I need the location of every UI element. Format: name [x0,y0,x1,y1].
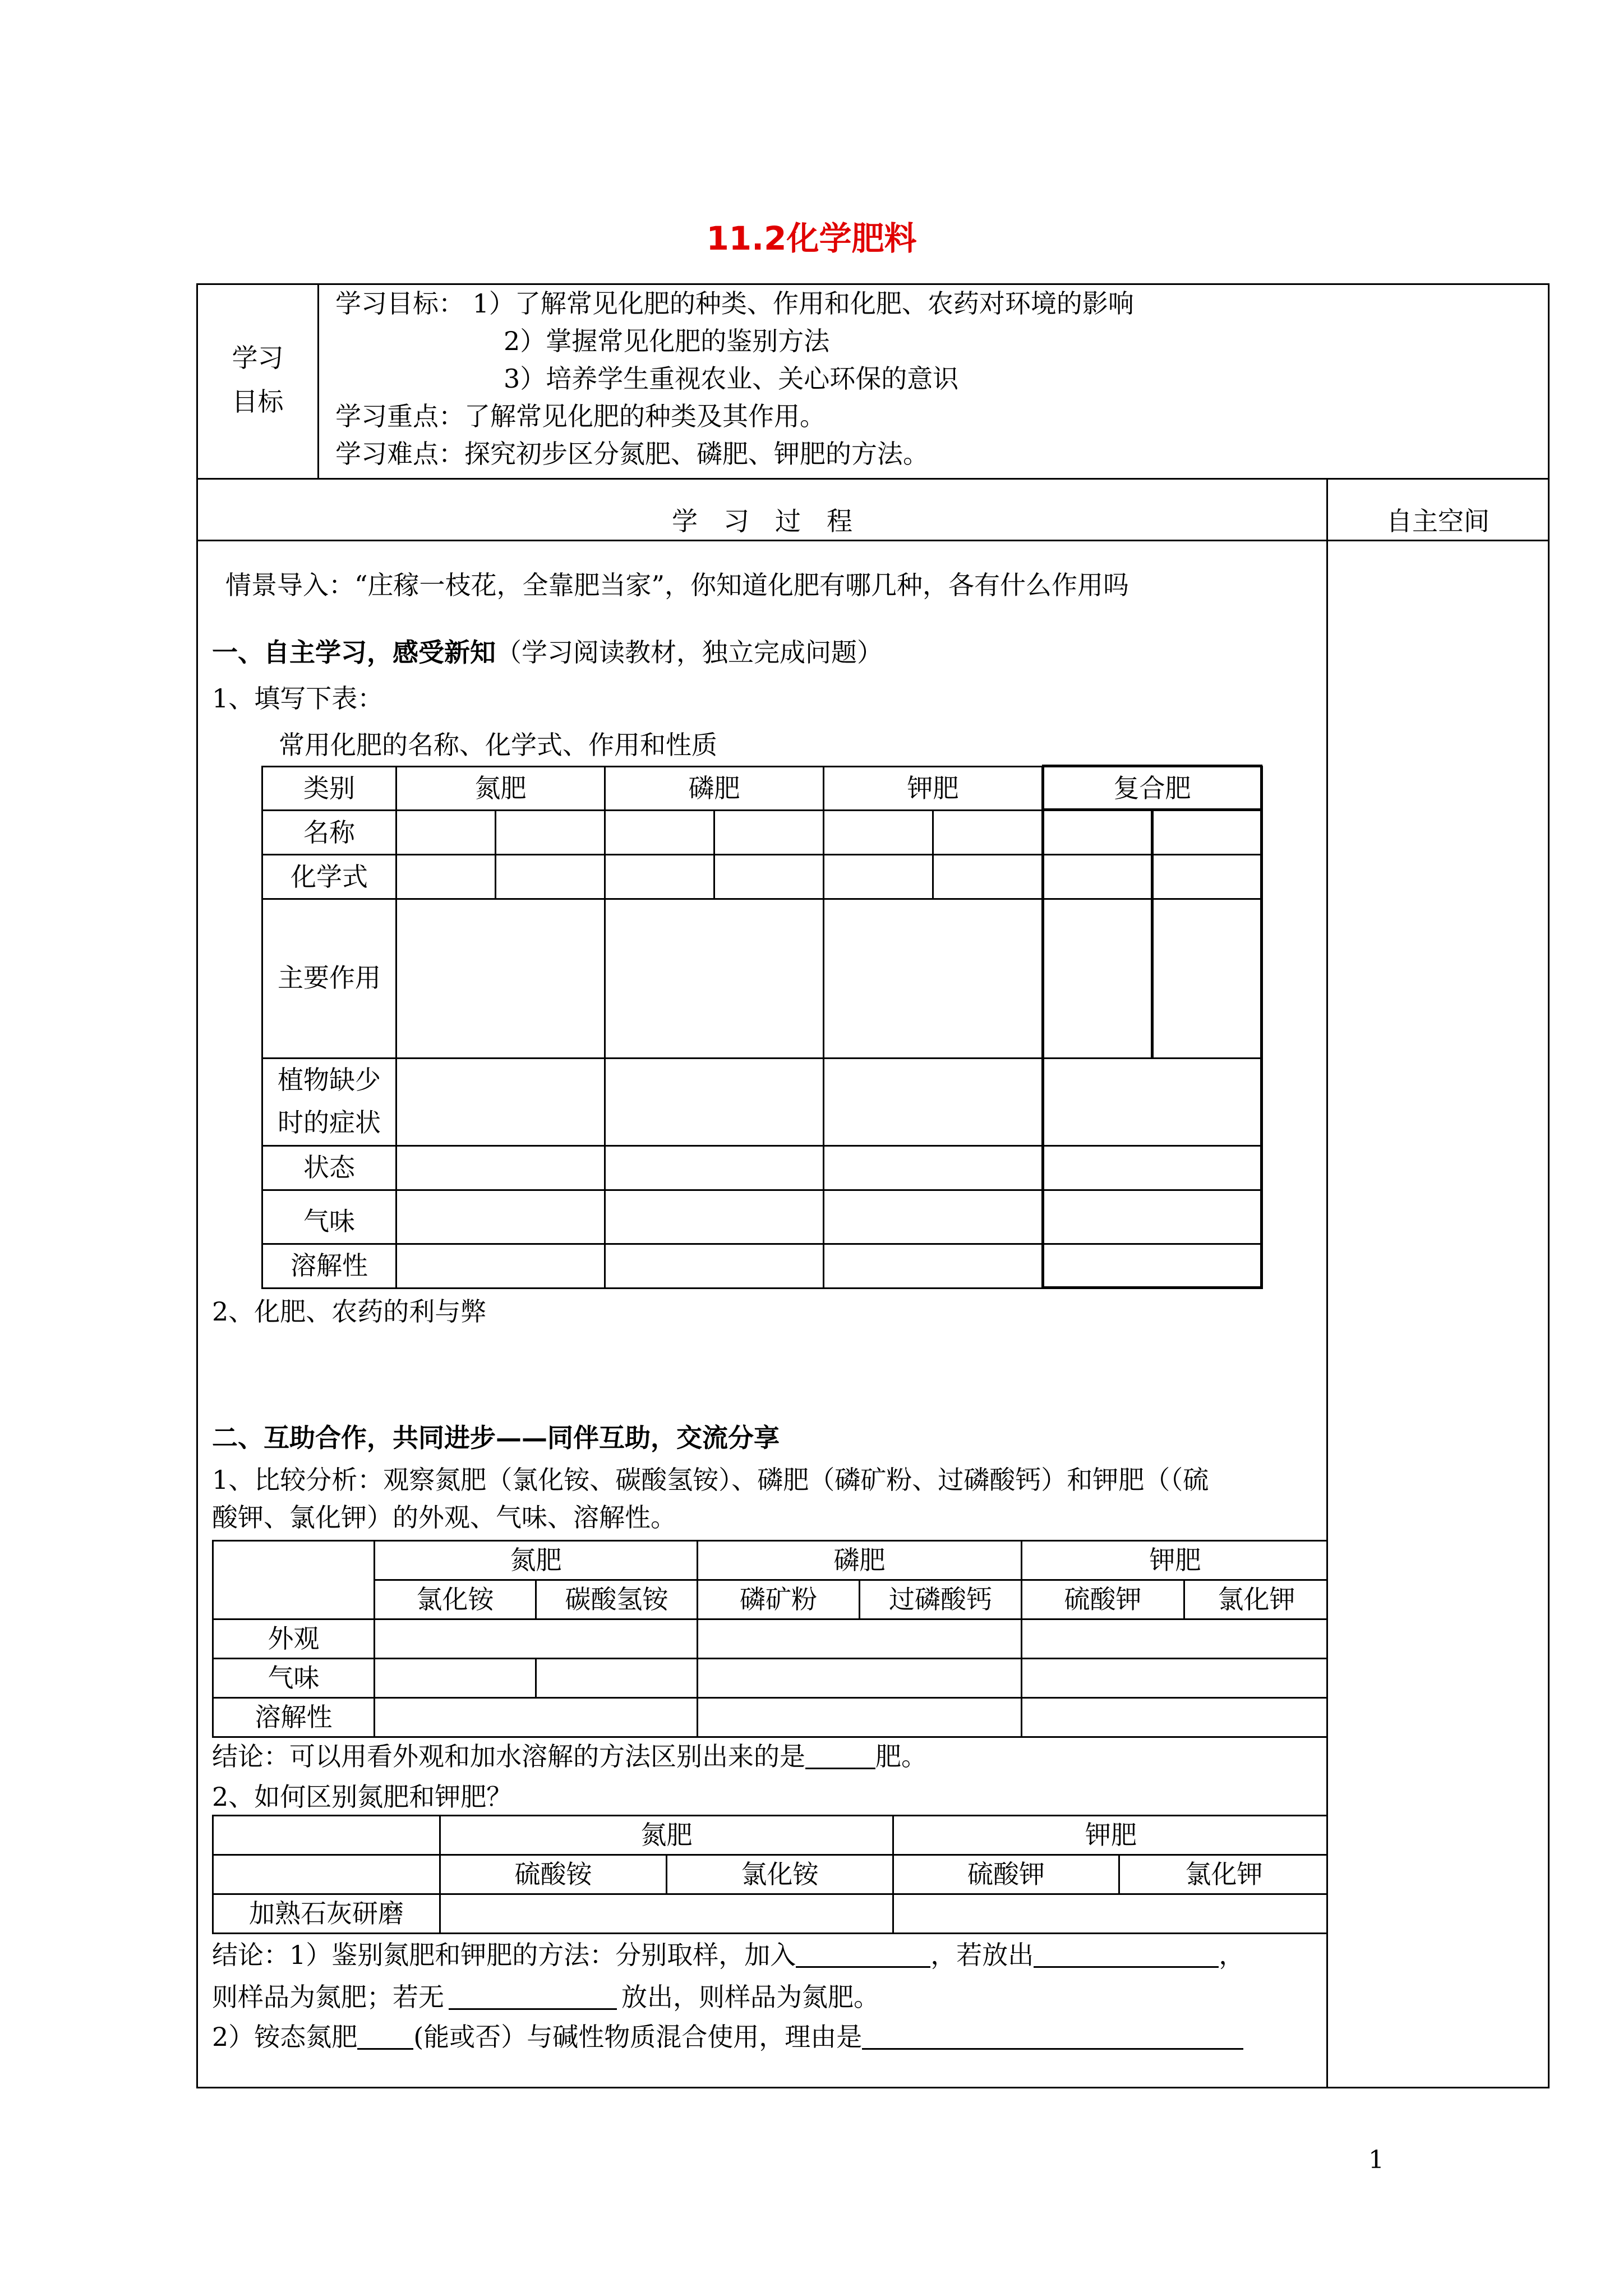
t1-row-deficiency-2: 时的症状 [278,1107,381,1138]
goal-line-1: 学习目标： 1）了解常见化肥的种类、作用和化肥、农药对环境的影响 [335,288,1134,319]
goal-line-3: 3）培养学生重视农业、关心环保的意识 [504,364,959,394]
t3-row-lime: 加熟石灰研磨 [249,1898,404,1929]
t1-row-state: 状态 [303,1152,355,1182]
section1-q1: 1、填写下表： [212,683,384,714]
answer-blank-2[interactable] [796,1944,930,1968]
t1-row-solubility: 溶解性 [291,1250,368,1281]
t2-row-appearance: 外观 [268,1623,320,1654]
t1-row-name: 名称 [303,817,355,848]
page-title: 11.2化学肥料 [706,219,917,257]
goal-line-2: 2）掌握常见化肥的鉴别方法 [504,326,830,356]
t1-header-phosphorus: 磷肥 [688,773,740,803]
t1-header-nitrogen: 氮肥 [474,773,527,803]
t3-sub-2: 氯化铵 [741,1859,819,1889]
difficulty: 学习难点：探究初步区分氮肥、磷肥、钾肥的方法。 [335,439,929,469]
t2-row-solubility: 溶解性 [255,1702,333,1732]
section2-q1-line2: 酸钾、氯化钾）的外观、气味、溶解性。 [212,1502,676,1533]
t1-row-function: 主要作用 [278,963,381,993]
section2-heading: 二、互助合作，共同进步——同伴互助，交流分享 [212,1423,780,1453]
t1-header-potassium: 钾肥 [907,773,959,803]
section1-heading: 一、自主学习，感受新知（学习阅读教材，独立完成问题） [212,637,883,668]
key-point: 学习重点：了解常见化肥的种类及其作用。 [335,401,826,431]
answer-blank-4[interactable] [449,1986,617,2010]
t3-sub-1: 硫酸铵 [514,1859,592,1889]
t2-group-phosphorus: 磷肥 [833,1545,886,1575]
answer-blank-6[interactable] [862,2026,1243,2050]
t3-group-nitrogen: 氮肥 [640,1820,693,1850]
t1-header-category: 类别 [303,773,355,803]
answer-blank-3[interactable] [1034,1944,1219,1968]
t1-header-compound: 复合肥 [1113,773,1191,803]
page-number: 1 [1368,2146,1384,2174]
answer-blank-1[interactable] [805,1745,875,1769]
section2-q1-line1: 1、比较分析：观察氮肥（氯化铵、碳酸氢铵）、磷肥（磷矿粉、过磷酸钙）和钾肥（（硫 [212,1465,1209,1495]
self-space-header: 自主空间 [1386,506,1490,536]
conclusion-2-line1: 结论：1）鉴别氮肥和钾肥的方法：分别取样，加入 ，若放出 ， [212,1940,1245,1970]
t3-sub-3: 硫酸钾 [967,1859,1045,1889]
process-header: 学 习 过 程 [672,506,852,536]
t3-group-potassium: 钾肥 [1085,1820,1137,1850]
conclusion-3: 2）铵态氮肥 (能或否）与碱性物质混合使用，理由是 [212,2024,1243,2050]
section2-q2: 2、如何区别氮肥和钾肥？ [212,1782,513,1812]
t2-group-nitrogen: 氮肥 [510,1545,562,1575]
t2-sub-2: 碳酸氢铵 [565,1584,668,1614]
conclusion-1: 结论：可以用看外观和加水溶解的方法区别出来的是 肥。 [212,1741,927,1772]
t2-sub-4: 过磷酸钙 [889,1584,992,1614]
t2-sub-3: 磷矿粉 [740,1584,817,1614]
goals-label-1: 学习 [232,343,284,373]
t2-sub-1: 氯化铵 [416,1584,494,1614]
goals-label-2: 目标 [232,386,284,417]
conclusion-2-line2: 则样品为氮肥；若无 放出，则样品为氮肥。 [212,1982,879,2012]
t2-sub-6: 氯化钾 [1218,1584,1295,1614]
t1-row-deficiency-1: 植物缺少 [278,1065,381,1095]
t2-row-smell: 气味 [268,1663,320,1693]
intro-text: 情景导入：“庄稼一枝花，全靠肥当家”，你知道化肥有哪几种，各有什么作用吗 [225,570,1129,600]
t3-sub-4: 氯化钾 [1185,1859,1263,1889]
t2-sub-5: 硫酸钾 [1064,1584,1142,1614]
answer-blank-5[interactable] [357,2026,413,2050]
section1-q2: 2、化肥、农药的利与弊 [212,1296,487,1327]
t1-row-formula: 化学式 [291,862,368,892]
t2-group-potassium: 钾肥 [1149,1545,1201,1575]
t1-row-smell: 气味 [303,1206,355,1236]
table1-caption: 常用化肥的名称、化学式、作用和性质 [279,730,717,760]
